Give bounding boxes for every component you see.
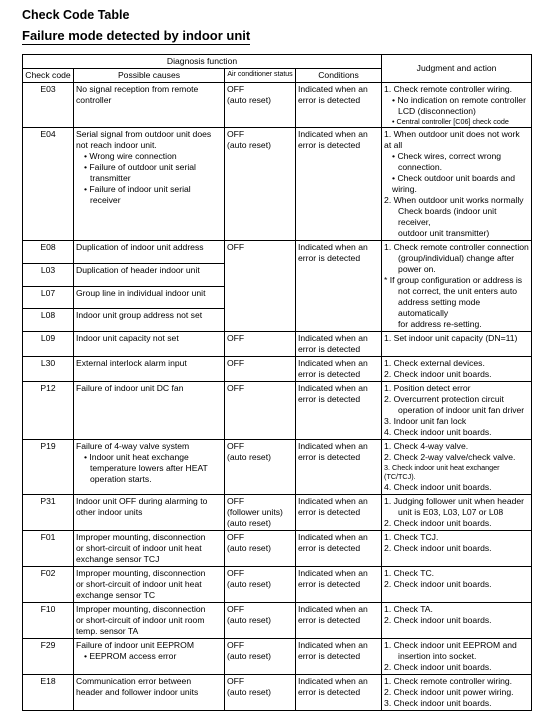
judgment-line: 1. When outdoor unit does not work at all bbox=[384, 129, 520, 151]
conditions-cell bbox=[296, 494, 382, 530]
judgment-line: connection. bbox=[398, 162, 443, 173]
cause-line: or short-circuit of indoor unit heat bbox=[76, 578, 202, 589]
conditions-cell bbox=[296, 357, 382, 382]
judgment-line: 1. Check 4-way valve. bbox=[384, 441, 469, 452]
judgment-line: 2. Check 2-way valve/check valve. bbox=[384, 452, 516, 463]
cause-line: • EEPROM access error bbox=[84, 650, 177, 661]
conditions-line: Indicated when an bbox=[298, 639, 368, 650]
cause-line: Duplication of header indoor unit bbox=[76, 264, 200, 275]
check-code-table bbox=[22, 54, 532, 711]
conditions-line: Indicated when an bbox=[298, 441, 368, 452]
status-cell bbox=[225, 440, 296, 494]
judgment-line: 1. Check TA. bbox=[384, 603, 433, 614]
check-code-cell: F29 bbox=[23, 638, 74, 674]
conditions-line: error is detected bbox=[298, 95, 361, 105]
check-code-cell: L08 bbox=[23, 309, 74, 332]
cause-line: • Wrong wire connection bbox=[84, 151, 177, 162]
conditions-line: Indicated when an bbox=[298, 84, 368, 94]
status-line: (auto reset) bbox=[227, 452, 271, 463]
cause-cell bbox=[74, 638, 225, 674]
status-line: OFF bbox=[227, 531, 245, 542]
cause-line: Indoor unit OFF during alarming to bbox=[76, 495, 208, 506]
status-line: (auto reset) bbox=[227, 140, 271, 151]
diagnosis-header: Diagnosis function bbox=[23, 55, 382, 69]
conditions-cell bbox=[296, 128, 382, 241]
conditions-cell bbox=[296, 638, 382, 674]
judgment-cell bbox=[382, 494, 532, 530]
conditions-line: error is detected bbox=[298, 614, 361, 625]
judgment-cell bbox=[382, 674, 532, 710]
cause-cell bbox=[74, 440, 225, 494]
cause-cell bbox=[74, 382, 225, 440]
page-subtitle: Failure mode detected by indoor unit bbox=[22, 28, 251, 43]
cause-line: other indoor units bbox=[76, 506, 143, 517]
table-row bbox=[23, 494, 532, 530]
cause-cell bbox=[74, 530, 225, 566]
cause-cell bbox=[74, 83, 225, 128]
status-line: OFF bbox=[227, 358, 245, 369]
table-row bbox=[23, 357, 532, 382]
conditions-cell bbox=[296, 83, 382, 128]
conditions-cell bbox=[296, 241, 382, 332]
table-row bbox=[23, 241, 532, 264]
status-line: (follower units) bbox=[227, 506, 283, 517]
status-line: (auto reset) bbox=[227, 578, 271, 589]
judgment-line: 2. Overcurrent protection circuit bbox=[384, 394, 504, 405]
judgment-line: 1. Check external devices. bbox=[384, 358, 485, 369]
judgment-line: 3. Indoor unit fan lock bbox=[384, 416, 467, 427]
conditions-cell bbox=[296, 382, 382, 440]
cause-line: No signal reception from remote bbox=[76, 84, 199, 94]
judgment-line: 1. Position detect error bbox=[384, 383, 471, 394]
judgment-line: 3. Check indoor unit heat exchanger (TC/TCJ). bbox=[384, 463, 500, 482]
check-code-cell: E08 bbox=[23, 241, 74, 264]
cause-line: External interlock alarm input bbox=[76, 358, 187, 369]
judgment-line: (group/individual) change after bbox=[398, 253, 515, 264]
cause-line: Communication error between bbox=[76, 675, 192, 686]
causes-header: Possible causes bbox=[74, 69, 225, 83]
cause-line: • Failure of outdoor unit serial bbox=[84, 162, 196, 173]
table-row bbox=[23, 128, 532, 241]
cause-line: Failure of indoor unit DC fan bbox=[76, 383, 184, 394]
cause-cell bbox=[74, 263, 225, 286]
conditions-cell bbox=[296, 674, 382, 710]
check-code-cell: L03 bbox=[23, 263, 74, 286]
judgment-cell bbox=[382, 602, 532, 638]
conditions-line: error is detected bbox=[298, 140, 361, 151]
check-code-cell: F02 bbox=[23, 566, 74, 602]
cause-cell bbox=[74, 674, 225, 710]
table-row bbox=[23, 382, 532, 440]
conditions-line: error is detected bbox=[298, 578, 361, 589]
cause-cell bbox=[74, 309, 225, 332]
judgment-line: 2. When outdoor unit works normally bbox=[384, 195, 524, 206]
status-header: Air conditioner status bbox=[225, 69, 296, 83]
judgment-header: Judgment and action bbox=[382, 55, 532, 83]
judgment-line: 1. Check TCJ. bbox=[384, 531, 439, 542]
status-line: (auto reset) bbox=[227, 614, 271, 625]
cause-line: operation starts. bbox=[90, 474, 152, 485]
judgment-cell bbox=[382, 530, 532, 566]
judgment-line: 1. Set indoor unit capacity (DN=11) bbox=[384, 333, 518, 344]
status-line: (auto reset) bbox=[227, 650, 271, 661]
cause-cell bbox=[74, 332, 225, 357]
status-line: OFF bbox=[227, 129, 245, 140]
status-line: OFF bbox=[227, 84, 245, 94]
check-code-cell: P31 bbox=[23, 494, 74, 530]
page-title: Check Code Table bbox=[22, 8, 130, 22]
check-code-cell: P19 bbox=[23, 440, 74, 494]
conditions-line: Indicated when an bbox=[298, 567, 368, 578]
cause-line: Group line in individual indoor unit bbox=[76, 287, 206, 298]
conditions-header: Conditions bbox=[296, 69, 382, 83]
table-row bbox=[23, 440, 532, 494]
cause-cell bbox=[74, 602, 225, 638]
status-cell bbox=[225, 602, 296, 638]
status-line: OFF bbox=[227, 333, 245, 344]
conditions-cell bbox=[296, 566, 382, 602]
judgment-line: 1. Judging follower unit when header bbox=[384, 495, 525, 506]
conditions-line: Indicated when an bbox=[298, 383, 368, 394]
check-code-header: Check code bbox=[23, 69, 74, 83]
cause-line: Indoor unit capacity not set bbox=[76, 333, 179, 344]
status-cell bbox=[225, 241, 296, 332]
judgment-line: 1. Check remote controller connection bbox=[384, 242, 529, 253]
table-row bbox=[23, 83, 532, 128]
cause-cell bbox=[74, 357, 225, 382]
conditions-line: error is detected bbox=[298, 650, 361, 661]
judgment-line: 2. Check indoor unit boards. bbox=[384, 661, 492, 672]
status-line: OFF bbox=[227, 675, 245, 686]
judgment-line: power on. bbox=[398, 264, 436, 275]
status-line: OFF bbox=[227, 639, 245, 650]
judgment-line: 1. Check remote controller wiring. bbox=[384, 675, 513, 686]
status-line: OFF bbox=[227, 242, 245, 253]
judgment-line: for address re-setting. bbox=[398, 319, 482, 330]
judgment-line: 2. Check indoor unit boards. bbox=[384, 542, 492, 553]
check-code-cell: F10 bbox=[23, 602, 74, 638]
table-row bbox=[23, 602, 532, 638]
conditions-line: Indicated when an bbox=[298, 531, 368, 542]
cause-line: Failure of indoor unit EEPROM bbox=[76, 639, 194, 650]
judgment-line: 2. Check indoor unit boards. bbox=[384, 369, 492, 380]
judgment-cell bbox=[382, 440, 532, 494]
conditions-line: error is detected bbox=[298, 542, 361, 553]
status-cell bbox=[225, 128, 296, 241]
status-cell bbox=[225, 674, 296, 710]
status-cell bbox=[225, 83, 296, 128]
conditions-line: error is detected bbox=[298, 344, 361, 355]
judgment-line: not correct, the unit enters auto bbox=[398, 286, 517, 297]
status-cell bbox=[225, 382, 296, 440]
cause-line: exchange sensor TC bbox=[76, 589, 156, 600]
judgment-line: 4. Check indoor unit boards. bbox=[384, 481, 492, 492]
judgment-line: operation of indoor unit fan driver bbox=[398, 405, 525, 416]
cause-line: or short-circuit of indoor unit heat bbox=[76, 542, 202, 553]
table-body bbox=[23, 83, 532, 711]
cause-cell bbox=[74, 241, 225, 264]
status-line: OFF bbox=[227, 495, 245, 506]
cause-line: Improper mounting, disconnection bbox=[76, 531, 206, 542]
cause-line: controller bbox=[76, 95, 112, 105]
judgment-cell bbox=[382, 83, 532, 128]
check-code-cell: P12 bbox=[23, 382, 74, 440]
conditions-line: Indicated when an bbox=[298, 333, 368, 344]
conditions-line: Indicated when an bbox=[298, 675, 368, 686]
cause-line: • Failure of indoor unit serial bbox=[84, 184, 191, 195]
judgment-line: Check boards (indoor unit receiver, bbox=[398, 206, 497, 228]
judgment-cell bbox=[382, 241, 532, 332]
conditions-line: error is detected bbox=[298, 506, 361, 517]
conditions-cell bbox=[296, 530, 382, 566]
status-line: OFF bbox=[227, 383, 245, 394]
status-line: (auto reset) bbox=[227, 517, 271, 528]
table-row bbox=[23, 674, 532, 710]
conditions-line: Indicated when an bbox=[298, 358, 368, 369]
check-code-cell: L07 bbox=[23, 286, 74, 309]
status-cell bbox=[225, 566, 296, 602]
conditions-line: error is detected bbox=[298, 369, 361, 380]
table-row bbox=[23, 638, 532, 674]
status-line: OFF bbox=[227, 603, 245, 614]
judgment-line: 1. Check remote controller wiring. bbox=[384, 84, 513, 94]
judgment-line: unit is E03, L03, L07 or L08 bbox=[398, 506, 504, 517]
cause-line: or short-circuit of indoor unit room bbox=[76, 614, 205, 625]
status-line: (auto reset) bbox=[227, 686, 271, 697]
status-line: (auto reset) bbox=[227, 95, 271, 105]
judgment-line: * If group configuration or address is bbox=[384, 275, 523, 286]
judgment-line: 2. Check indoor unit boards. bbox=[384, 614, 492, 625]
cause-line: Indoor unit group address not set bbox=[76, 310, 203, 321]
cause-cell bbox=[74, 494, 225, 530]
status-cell bbox=[225, 638, 296, 674]
table-row bbox=[23, 332, 532, 357]
judgment-line: LCD (disconnection) bbox=[398, 106, 476, 116]
table-row bbox=[23, 566, 532, 602]
judgment-cell bbox=[382, 128, 532, 241]
check-code-cell: F01 bbox=[23, 530, 74, 566]
cause-line: temp. sensor TA bbox=[76, 625, 139, 636]
judgment-line: insertion into socket. bbox=[398, 650, 477, 661]
judgment-line: 4. Check indoor unit boards. bbox=[384, 427, 492, 438]
conditions-cell bbox=[296, 440, 382, 494]
conditions-line: error is detected bbox=[298, 253, 361, 264]
cause-line: • Indoor unit heat exchange bbox=[84, 452, 189, 463]
conditions-line: Indicated when an bbox=[298, 242, 368, 253]
judgment-cell bbox=[382, 382, 532, 440]
check-code-cell: E03 bbox=[23, 83, 74, 128]
status-line: OFF bbox=[227, 441, 245, 452]
cause-line: Improper mounting, disconnection bbox=[76, 567, 206, 578]
cause-cell bbox=[74, 128, 225, 241]
cause-line: Serial signal from outdoor unit does bbox=[76, 129, 212, 140]
status-cell bbox=[225, 494, 296, 530]
status-line: (auto reset) bbox=[227, 542, 271, 553]
conditions-cell bbox=[296, 602, 382, 638]
conditions-line: Indicated when an bbox=[298, 603, 368, 614]
status-cell bbox=[225, 530, 296, 566]
cause-line: Improper mounting, disconnection bbox=[76, 603, 206, 614]
judgment-line: • Check wires, correct wrong bbox=[392, 151, 502, 162]
judgment-line: 2. Check indoor unit boards. bbox=[384, 517, 492, 528]
judgment-line: • No indication on remote controller bbox=[392, 95, 526, 105]
conditions-cell bbox=[296, 332, 382, 357]
check-code-cell: E04 bbox=[23, 128, 74, 241]
table-row bbox=[23, 530, 532, 566]
conditions-line: Indicated when an bbox=[298, 129, 368, 140]
conditions-line: error is detected bbox=[298, 394, 361, 405]
cause-line: temperature lowers after HEAT bbox=[90, 463, 208, 474]
cause-line: exchange sensor TCJ bbox=[76, 553, 160, 564]
conditions-line: error is detected bbox=[298, 686, 361, 697]
judgment-cell bbox=[382, 638, 532, 674]
conditions-line: Indicated when an bbox=[298, 495, 368, 506]
check-code-cell: L09 bbox=[23, 332, 74, 357]
judgment-line: outdoor unit transmitter) bbox=[398, 228, 490, 239]
status-line: OFF bbox=[227, 567, 245, 578]
conditions-line: error is detected bbox=[298, 452, 361, 463]
check-code-cell: E18 bbox=[23, 674, 74, 710]
judgment-line: 2. Check indoor unit boards. bbox=[384, 578, 492, 589]
judgment-line: address setting mode automatically bbox=[398, 297, 481, 319]
cause-line: header and follower indoor units bbox=[76, 686, 199, 697]
cause-cell bbox=[74, 566, 225, 602]
cause-cell bbox=[74, 286, 225, 309]
judgment-cell bbox=[382, 332, 532, 357]
judgment-cell bbox=[382, 357, 532, 382]
status-cell bbox=[225, 357, 296, 382]
judgment-line: 3. Check indoor unit boards. bbox=[384, 697, 492, 708]
cause-line: Duplication of indoor unit address bbox=[76, 242, 204, 253]
judgment-line: 2. Check indoor unit power wiring. bbox=[384, 686, 514, 697]
check-code-cell: L30 bbox=[23, 357, 74, 382]
status-cell bbox=[225, 332, 296, 357]
cause-line: transmitter bbox=[90, 173, 131, 184]
judgment-line: • Central controller [C06] check code bbox=[392, 117, 509, 126]
cause-line: not reach indoor unit. bbox=[76, 140, 157, 151]
judgment-line: 1. Check TC. bbox=[384, 567, 435, 578]
judgment-cell bbox=[382, 566, 532, 602]
judgment-line: • Check outdoor unit boards and wiring. bbox=[392, 173, 515, 195]
judgment-line: 1. Check indoor unit EEPROM and bbox=[384, 639, 517, 650]
cause-line: receiver bbox=[90, 195, 121, 206]
cause-line: Failure of 4-way valve system bbox=[76, 441, 190, 452]
